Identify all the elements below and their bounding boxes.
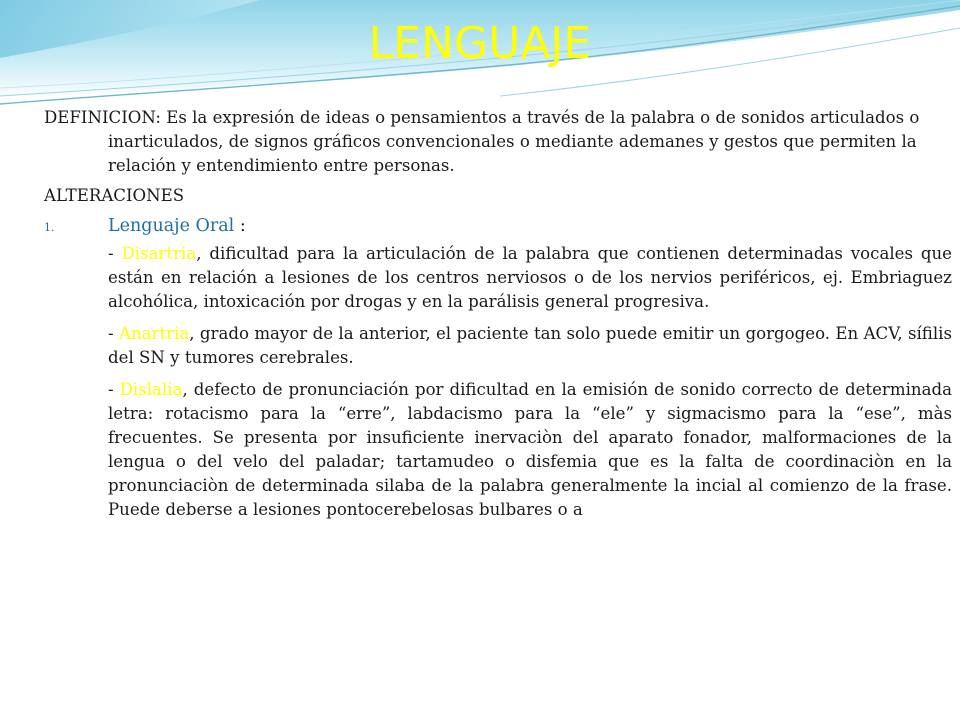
bullet-dash: -: [108, 380, 120, 399]
term-disartria: Disartria: [121, 244, 197, 263]
slide-title: LENGUAJE: [368, 18, 592, 69]
list-number: 1.: [44, 221, 55, 234]
list-item-label: Lenguaje Oral: [108, 216, 235, 236]
slide-body: [44, 106, 952, 530]
paragraph-anartria: [108, 322, 952, 370]
term-dislalia: Dislalia: [119, 380, 183, 399]
paragraph-dislalia: [108, 378, 952, 522]
bullet-dash: -: [108, 324, 119, 343]
term-anartria: Anartria: [118, 324, 190, 343]
list-item-lenguaje-oral: [44, 214, 952, 238]
list-item-suffix: :: [234, 216, 246, 236]
paragraph-text: , defecto de pronunciación por dificultad en la emisión de sonido correcto de determinada letra: rotacismo para la “erre”, labdacismo para la “ele” y sigmacismo para la “ese”, màs frecuentes. Se presenta por insuficiente inervaciòn del aparato fonador, malformaciones de la lengua o del velo del paladar; tartamudeo o disfemia que es la falta de coordinaciòn en la pronunciaciòn de determinada silaba de la palabra generalmente la incial al comienzo de la frase. Puede deberse a lesiones pontocerebelosas bulbares o a: [108, 380, 952, 519]
bullet-dash: -: [108, 244, 122, 263]
section-heading: ALTERACIONES: [44, 186, 185, 205]
paragraph-text: , dificultad para la articulación de la palabra que contienen determinadas vocales que están en relación a lesiones de los centros nerviosos o de los nervios periféricos, ej. Embriaguez alcohólica, intoxicación por drogas y en la parálisis general progresiva.: [108, 244, 952, 311]
definition-paragraph: DEFINICION: Es la expresión de ideas o pensamientos a través de la palabra o de sonidos articulados o inarticulados, de signos gráficos convencionales o mediante ademanes y gestos que permiten la relación y entendimiento entre personas.: [44, 108, 920, 175]
paragraph-text: , grado mayor de la anterior, el paciente tan solo puede emitir un gorgogeo. En ACV, sífilis del SN y tumores cerebrales.: [108, 324, 952, 367]
paragraph-disartria: [108, 242, 952, 314]
